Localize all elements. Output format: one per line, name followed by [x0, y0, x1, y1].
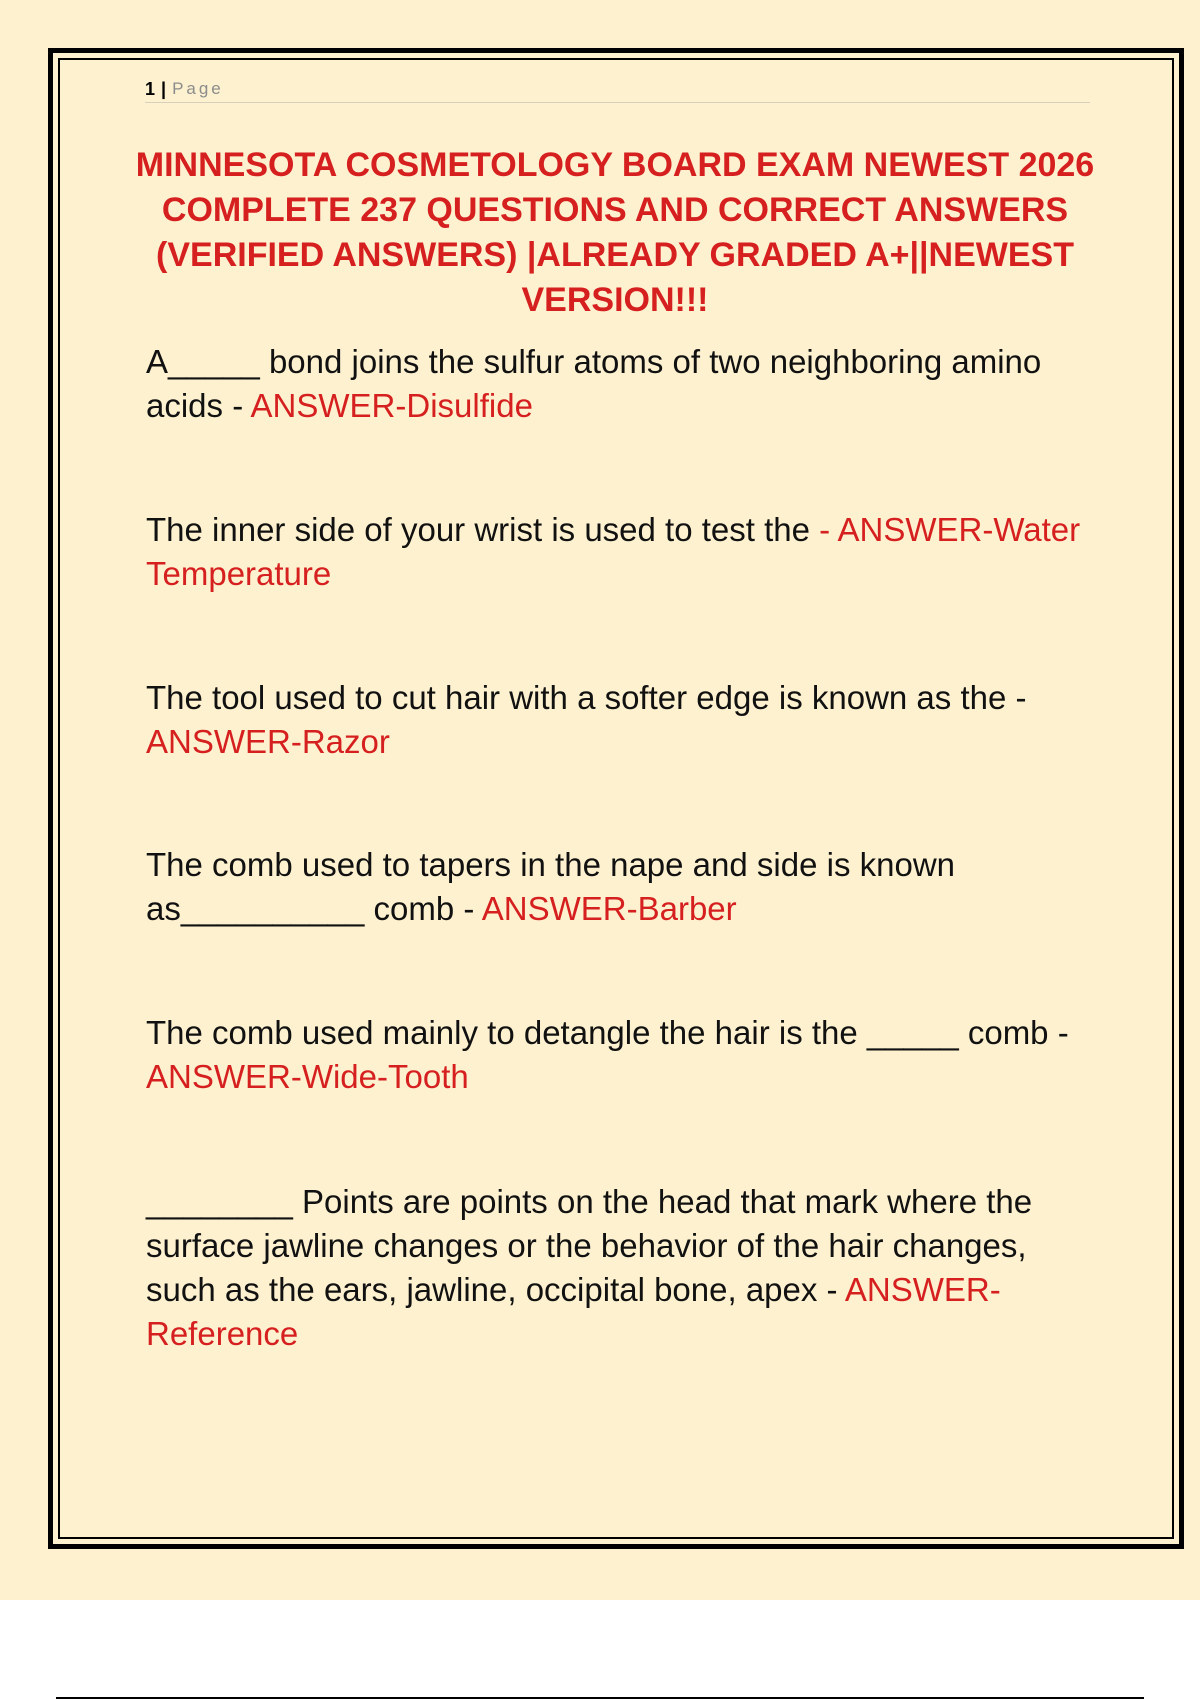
question-text: The tool used to cut hair with a softer edge is known as the -	[146, 679, 1027, 716]
page-header	[145, 76, 1090, 103]
document-title: MINNESOTA COSMETOLOGY BOARD EXAM NEWEST 2026 COMPLETE 237 QUESTIONS AND CORRECT ANSWERS (VERIFIED ANSWERS) |ALREADY GRADED A+||NEWEST VERSION!!!	[135, 146, 1095, 319]
question-text: The inner side of your wrist is used to test the	[146, 511, 820, 548]
answer-text: ANSWER-Razor	[146, 723, 390, 760]
answer-text: ANSWER-Disulfide	[250, 387, 533, 424]
qa-item	[146, 1011, 1096, 1099]
page-label: Page	[172, 79, 224, 98]
qa-item	[146, 676, 1096, 764]
footer-divider	[56, 1697, 1144, 1699]
page-number: 1	[145, 78, 156, 99]
question-text: The comb used to tapers in the nape and side is known as__________ comb -	[146, 846, 955, 927]
qa-item	[146, 843, 1096, 931]
qa-item	[146, 340, 1096, 428]
qa-item	[146, 508, 1096, 596]
answer-text: ANSWER-Wide-Tooth	[146, 1058, 469, 1095]
question-text: The comb used mainly to detangle the hair is the _____ comb -	[146, 1014, 1069, 1051]
answer-text: ANSWER-Reference	[146, 1271, 1001, 1352]
answer-text: - ANSWER-Water Temperature	[146, 511, 1081, 592]
question-text: ________ Points are points on the head that mark where the surface jawline changes or the behavior of the hair changes, such as the ears, jawline, occipital bone, apex -	[146, 1183, 1033, 1308]
question-text: A_____ bond joins the sulfur atoms of two neighboring amino acids -	[146, 343, 1042, 424]
answer-text: ANSWER-Barber	[481, 890, 737, 927]
qa-item	[146, 1180, 1096, 1356]
page-separator: |	[161, 78, 167, 99]
